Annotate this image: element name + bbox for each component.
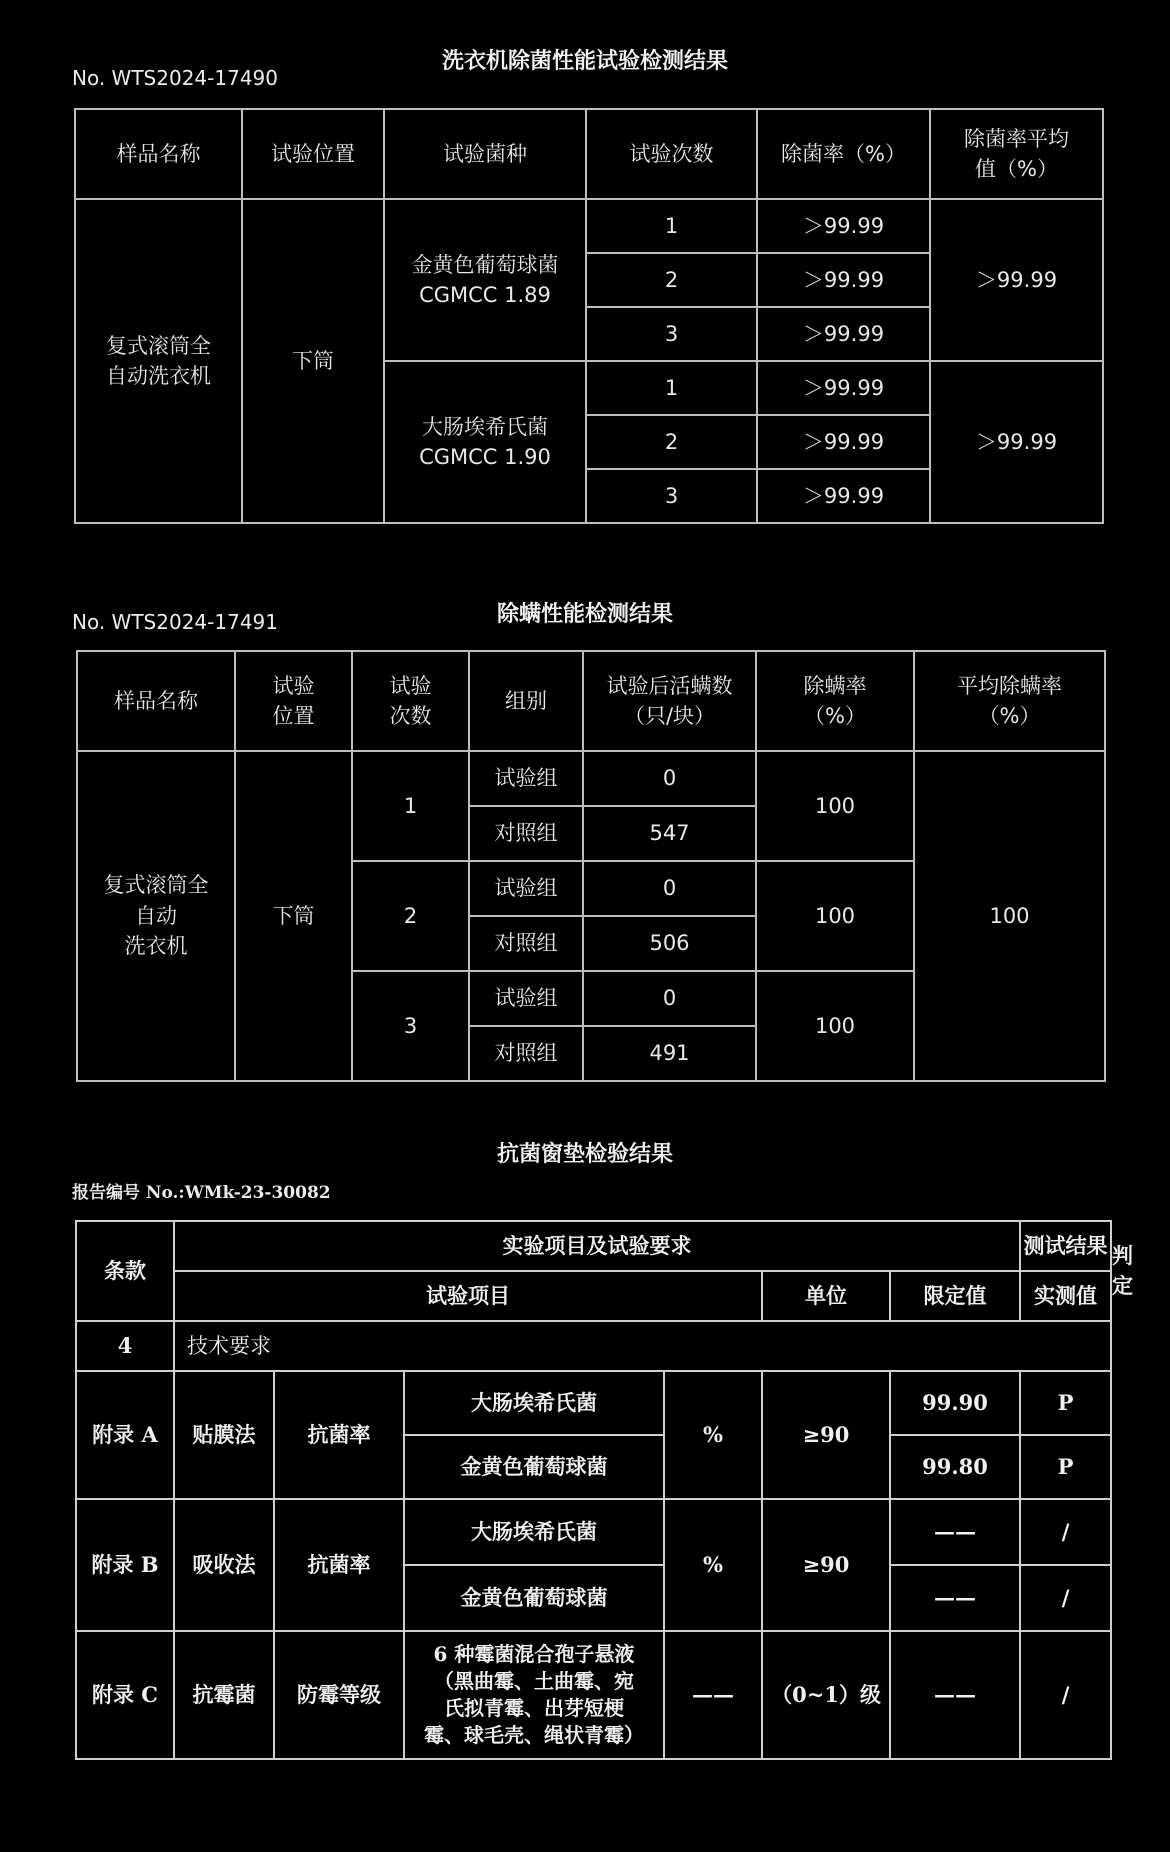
trial-cell: 2	[586, 253, 757, 307]
unit-cell: ——	[664, 1631, 762, 1759]
count-cell: 547	[583, 806, 756, 861]
judgement-cell: /	[1020, 1565, 1111, 1631]
judgement-cell: /	[1020, 1499, 1111, 1565]
appendix-a-property: 抗菌率	[274, 1371, 404, 1499]
trial-cell: 1	[352, 751, 469, 861]
header-trial: 试验次数	[586, 109, 757, 199]
section3-report-no: 报告编号 No.:WMk-23-30082	[72, 1183, 331, 1203]
appendix-c-method: 抗霉菌	[174, 1631, 274, 1759]
rate-cell: 100	[756, 971, 914, 1081]
header-measured: 实测值	[1020, 1271, 1111, 1321]
measured-cell: ——	[890, 1565, 1020, 1631]
measured-cell: ——	[890, 1631, 1020, 1759]
header-group: 组别	[469, 651, 583, 751]
group-cell: 对照组	[469, 1026, 583, 1081]
average-cell: 100	[914, 751, 1105, 1081]
header-test-result: 测试结果	[1020, 1221, 1111, 1271]
header-live-mites: 试验后活螨数 （只/块）	[583, 651, 756, 751]
header-average-rate: 平均除螨率 （%）	[914, 651, 1105, 751]
judgement-cell: /	[1020, 1631, 1111, 1759]
header-average: 除菌率平均 值（%）	[930, 109, 1103, 199]
rate-cell: ＞99.99	[757, 361, 930, 415]
group-cell: 试验组	[469, 861, 583, 916]
judgement-cell: P	[1020, 1435, 1111, 1499]
header-position: 试验 位置	[235, 651, 352, 751]
section2-title: 除螨性能检测结果	[496, 602, 673, 627]
clause-number: 4	[76, 1321, 174, 1371]
header-unit: 单位	[762, 1271, 890, 1321]
antibacterial-pad-table: 条款 实验项目及试验要求 测试结果 判定 试验项目 单位 限定值 实测值 4 技术要求 附录 A 贴膜法 抗菌率 大肠埃希氏菌 % ≥90 99.90 P 金黄色葡萄球菌 99.80 P 附录 B 吸收法 抗菌率 大肠埃希氏菌 % ≥90 —— / 金黄色葡萄球菌 —— / 附录 C 抗霉菌 防霉等级 6 种霉菌混合孢子悬液 （黑曲霉、土曲霉、宛 氏拟青霉、出芽短梗 霉、球毛壳、绳状青霉） —— （0~1）级 —— /	[75, 1220, 1112, 1760]
header-sample-name: 样品名称	[77, 651, 235, 751]
count-cell: 506	[583, 916, 756, 971]
count-cell: 0	[583, 861, 756, 916]
count-cell: 0	[583, 971, 756, 1026]
header-test-item: 试验项目	[174, 1271, 762, 1321]
count-cell: 0	[583, 751, 756, 806]
unit-cell: %	[664, 1499, 762, 1631]
group-cell: 试验组	[469, 971, 583, 1026]
header-sample-name: 样品名称	[75, 109, 242, 199]
trial-cell: 3	[586, 307, 757, 361]
group-cell: 对照组	[469, 916, 583, 971]
group-cell: 对照组	[469, 806, 583, 861]
rate-cell: ＞99.99	[757, 469, 930, 523]
appendix-b-property: 抗菌率	[274, 1499, 404, 1631]
strain-cell: 金黄色葡萄球菌	[404, 1565, 664, 1631]
trial-cell: 2	[352, 861, 469, 971]
position-cell: 下筒	[235, 751, 352, 1081]
trial-cell: 1	[586, 361, 757, 415]
rate-cell: ＞99.99	[757, 415, 930, 469]
trial-cell: 3	[352, 971, 469, 1081]
judgement-cell: P	[1020, 1371, 1111, 1435]
appendix-a-method: 贴膜法	[174, 1371, 274, 1499]
strain-cell: 大肠埃希氏菌	[404, 1499, 664, 1565]
appendix-b-method: 吸收法	[174, 1499, 274, 1631]
appendix-a-label: 附录 A	[76, 1371, 174, 1499]
rate-cell: ＞99.99	[757, 253, 930, 307]
unit-cell: %	[664, 1371, 762, 1499]
measured-cell: 99.80	[890, 1435, 1020, 1499]
measured-cell: 99.90	[890, 1371, 1020, 1435]
section1-title: 洗衣机除菌性能试验检测结果	[441, 49, 728, 74]
sample-name-cell: 复式滚筒全 自动 洗衣机	[77, 751, 235, 1081]
average-cell: ＞99.99	[930, 199, 1103, 361]
strain-cell: 大肠埃希氏菌	[404, 1371, 664, 1435]
average-cell: ＞99.99	[930, 361, 1103, 523]
limit-cell: ≥90	[762, 1371, 890, 1499]
trial-cell: 3	[586, 469, 757, 523]
appendix-c-item: 6 种霉菌混合孢子悬液 （黑曲霉、土曲霉、宛 氏拟青霉、出芽短梗 霉、球毛壳、绳状青霉）	[404, 1631, 664, 1759]
section2-report-no: No. WTS2024-17491	[72, 610, 278, 634]
rate-cell: 100	[756, 861, 914, 971]
header-position: 试验位置	[242, 109, 384, 199]
trial-cell: 2	[586, 415, 757, 469]
strain-cell: 金黄色葡萄球菌 CGMCC 1.89	[384, 199, 586, 361]
rate-cell: 100	[756, 751, 914, 861]
header-clause: 条款	[76, 1221, 174, 1321]
sterilization-table	[74, 108, 1104, 524]
appendix-c-label: 附录 C	[76, 1631, 174, 1759]
header-limit: 限定值	[890, 1271, 1020, 1321]
rate-cell: ＞99.99	[757, 199, 930, 253]
header-items-requirements: 实验项目及试验要求	[174, 1221, 1020, 1271]
header-mite-rate: 除螨率 （%）	[756, 651, 914, 751]
trial-cell: 1	[586, 199, 757, 253]
header-strain: 试验菌种	[384, 109, 586, 199]
rate-cell: ＞99.99	[757, 307, 930, 361]
strain-cell: 金黄色葡萄球菌	[404, 1435, 664, 1499]
measured-cell: ——	[890, 1499, 1020, 1565]
appendix-c-property: 防霉等级	[274, 1631, 404, 1759]
clause-text: 技术要求	[174, 1321, 1111, 1371]
header-rate: 除菌率（%）	[757, 109, 930, 199]
limit-cell: ≥90	[762, 1499, 890, 1631]
mite-removal-table	[76, 650, 1106, 1082]
section1-report-no: No. WTS2024-17490	[72, 66, 278, 90]
appendix-b-label: 附录 B	[76, 1499, 174, 1631]
strain-cell: 大肠埃希氏菌 CGMCC 1.90	[384, 361, 586, 523]
group-cell: 试验组	[469, 751, 583, 806]
limit-cell: （0~1）级	[762, 1631, 890, 1759]
section3-title: 抗菌窗垫检验结果	[496, 1142, 673, 1167]
header-trial: 试验 次数	[352, 651, 469, 751]
position-cell: 下筒	[242, 199, 384, 523]
count-cell: 491	[583, 1026, 756, 1081]
sample-name-cell: 复式滚筒全 自动洗衣机	[75, 199, 242, 523]
